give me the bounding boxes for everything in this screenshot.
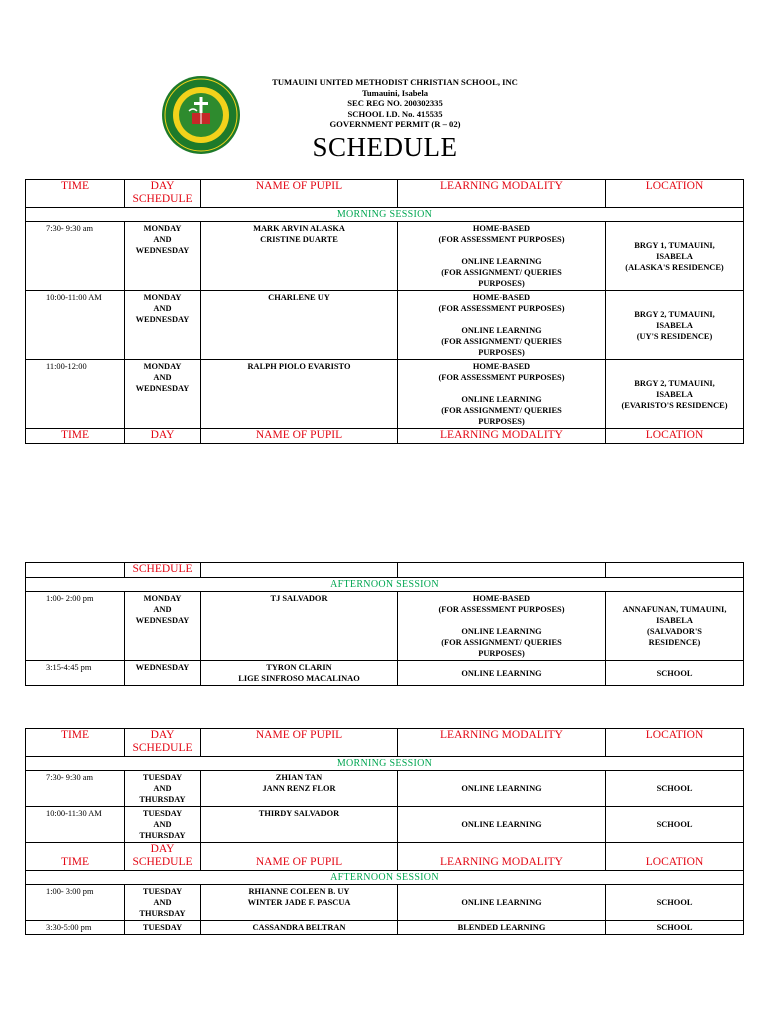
modality-line: PURPOSES) <box>478 279 525 288</box>
session-label: AFTERNOON SESSION <box>26 871 744 885</box>
modality-line: (FOR ASSESSMENT PURPOSES) <box>438 235 565 244</box>
time-cell: 1:00- 2:00 pm <box>26 592 125 661</box>
table-header-row <box>26 729 744 757</box>
day-cell <box>125 807 201 843</box>
location-cell <box>606 592 744 661</box>
time-cell: 7:30- 9:30 am <box>26 771 125 807</box>
modality-line <box>400 615 603 626</box>
location-line: SCHOOL <box>656 923 693 932</box>
col-day: DAY SCHEDULE <box>125 843 201 871</box>
blank-cell <box>201 563 398 578</box>
pupil-name-cell <box>201 807 398 843</box>
location-line: ISABELA <box>656 320 693 330</box>
location-line: BRGY 2, TUMAUINI, <box>634 309 715 319</box>
modality-line: PURPOSES) <box>478 348 525 357</box>
day-line: WEDNESDAY <box>135 315 190 324</box>
table-row <box>26 771 744 807</box>
sec-reg-number: SEC REG NO. 200302335 <box>347 98 443 108</box>
school-address: Tumauini, Isabela <box>361 87 429 98</box>
location-line: SCHOOL <box>656 820 693 829</box>
day-cell <box>125 592 201 661</box>
blank-cell <box>26 563 125 578</box>
col-time: TIME <box>26 429 125 444</box>
location-line: BRGY 2, TUMAUINI, <box>634 378 715 388</box>
modality-line: BLENDED LEARNING <box>457 923 546 932</box>
table-row <box>26 291 744 360</box>
col-day: DAY <box>125 429 201 444</box>
location-line: SCHOOL <box>656 668 693 678</box>
col-day: DAY SCHEDULE <box>125 729 201 757</box>
col-modality: LEARNING MODALITY <box>398 729 606 757</box>
pupil-name-line: ZHIAN TAN <box>275 773 323 782</box>
time-cell: 1:00- 3:00 pm <box>26 885 125 921</box>
col-schedule: SCHEDULE <box>125 563 201 578</box>
modality-line: ONLINE LEARNING <box>461 784 542 793</box>
location-cell <box>606 807 744 843</box>
modality-cell <box>398 921 606 935</box>
school-id: SCHOOL I.D. No. 415535 <box>347 108 443 119</box>
modality-line <box>400 314 603 325</box>
modality-line: HOME-BASED <box>472 293 531 302</box>
location-cell <box>606 771 744 807</box>
col-modality: LEARNING MODALITY <box>398 843 606 871</box>
day-line: THURSDAY <box>139 831 186 840</box>
time-cell: 11:00-12:00 <box>26 360 125 429</box>
page-title: SCHEDULE <box>312 132 458 162</box>
col-name: NAME OF PUPIL <box>201 843 398 871</box>
pupil-name-cell <box>201 291 398 360</box>
day-line: WEDNESDAY <box>135 246 190 255</box>
col-name: NAME OF PUPIL <box>201 729 398 757</box>
location-line: ISABELA <box>656 616 693 625</box>
modality-line <box>400 383 603 394</box>
table-row <box>26 921 744 935</box>
day-line: TUESDAY <box>142 773 183 782</box>
day-cell <box>125 661 201 686</box>
time-cell: 3:15-4:45 pm <box>26 661 125 686</box>
col-name: NAME OF PUPIL <box>201 180 398 208</box>
day-line: MONDAY <box>143 224 182 233</box>
day-line: AND <box>153 605 172 614</box>
day-line: WEDNESDAY <box>135 616 190 625</box>
session-label: MORNING SESSION <box>26 757 744 771</box>
col-name: NAME OF PUPIL <box>201 429 398 444</box>
modality-cell <box>398 291 606 360</box>
school-name: TUMAUINI UNITED METHODIST CHRISTIAN SCHOOL, INC <box>272 77 518 87</box>
table-row <box>26 661 744 686</box>
modality-line: ONLINE LEARNING <box>461 395 542 404</box>
modality-line: ONLINE LEARNING <box>461 898 542 907</box>
location-cell <box>606 360 744 429</box>
day-line: THURSDAY <box>139 909 186 918</box>
location-line: (EVARISTO'S RESIDENCE) <box>621 400 728 410</box>
location-line: BRGY 1, TUMAUINI, <box>634 240 715 250</box>
location-line: (SALVADOR'S <box>647 627 702 636</box>
col-location: LOCATION <box>606 429 744 444</box>
document-header <box>0 72 768 172</box>
location-cell <box>606 661 744 686</box>
pupil-name-cell <box>201 921 398 935</box>
modality-line: HOME-BASED <box>472 224 531 233</box>
modality-line: PURPOSES) <box>478 417 525 426</box>
modality-line: (FOR ASSIGNMENT/ QUERIES <box>441 406 562 415</box>
col-location: LOCATION <box>606 729 744 757</box>
table-header-row <box>26 563 744 578</box>
pupil-name-line: CASSANDRA BELTRAN <box>252 923 346 932</box>
day-line: AND <box>153 235 172 244</box>
day-cell <box>125 885 201 921</box>
modality-cell <box>398 885 606 921</box>
pupil-name-line: RHIANNE COLEEN B. UY <box>248 887 350 896</box>
day-line: TUESDAY <box>142 887 183 896</box>
table-header-row <box>26 180 744 208</box>
time-cell: 3:30-5:00 pm <box>26 921 125 935</box>
session-label: MORNING SESSION <box>26 208 744 222</box>
day-line: AND <box>153 820 172 829</box>
pupil-name-cell <box>201 222 398 291</box>
col-modality: LEARNING MODALITY <box>398 429 606 444</box>
table-row <box>26 592 744 661</box>
pupil-name-line: TJ SALVADOR <box>270 594 328 603</box>
modality-line: (FOR ASSIGNMENT/ QUERIES <box>441 337 562 346</box>
day-line: WEDNESDAY <box>135 663 190 672</box>
pupil-name-line: WINTER JADE F. PASCUA <box>247 898 351 907</box>
day-cell <box>125 222 201 291</box>
col-time: TIME <box>26 729 125 757</box>
time-cell: 10:00-11:30 AM <box>26 807 125 843</box>
location-line: SCHOOL <box>656 784 693 793</box>
blank-cell <box>606 563 744 578</box>
col-time: TIME <box>26 180 125 208</box>
modality-cell <box>398 222 606 291</box>
school-info <box>250 77 540 130</box>
blank-cell <box>398 563 606 578</box>
government-permit: GOVERNMENT PERMIT (R – 02) <box>329 119 461 129</box>
location-line: SCHOOL <box>656 898 693 907</box>
col-location: LOCATION <box>606 180 744 208</box>
modality-line: ONLINE LEARNING <box>461 257 542 266</box>
schedule-table-mw-afternoon <box>25 562 744 686</box>
modality-line: (FOR ASSIGNMENT/ QUERIES <box>441 638 562 647</box>
day-cell <box>125 360 201 429</box>
modality-cell <box>398 360 606 429</box>
pupil-name-line: LIGE SINFROSO MACALINAO <box>238 674 360 683</box>
day-line: AND <box>153 784 172 793</box>
table-row <box>26 885 744 921</box>
modality-cell <box>398 661 606 686</box>
modality-line: ONLINE LEARNING <box>461 326 542 335</box>
col-modality: LEARNING MODALITY <box>398 180 606 208</box>
modality-line: HOME-BASED <box>472 362 531 371</box>
modality-line: ONLINE LEARNING <box>461 627 542 636</box>
pupil-name-line: MARK ARVIN ALASKA <box>253 224 345 233</box>
pupil-name-line: CHARLENE UY <box>268 293 330 302</box>
day-line: TUESDAY <box>142 809 183 818</box>
modality-cell <box>398 807 606 843</box>
modality-cell <box>398 592 606 661</box>
modality-line: ONLINE LEARNING <box>461 668 542 678</box>
day-cell <box>125 771 201 807</box>
pupil-name-cell <box>201 592 398 661</box>
location-cell <box>606 291 744 360</box>
schedule-table-mw-morning <box>25 179 744 444</box>
day-line: AND <box>153 373 172 382</box>
pupil-name-line: CRISTINE DUARTE <box>260 235 338 244</box>
pupil-name-cell <box>201 661 398 686</box>
session-label: AFTERNOON SESSION <box>26 578 744 592</box>
col-day: DAY SCHEDULE <box>125 180 201 208</box>
location-line: ISABELA <box>656 389 693 399</box>
day-cell <box>125 921 201 935</box>
location-line: ISABELA <box>656 251 693 261</box>
col-location: LOCATION <box>606 843 744 871</box>
col-time: TIME <box>26 843 125 871</box>
day-line: AND <box>153 304 172 313</box>
modality-line: ONLINE LEARNING <box>461 820 542 829</box>
location-line: RESIDENCE) <box>648 638 701 647</box>
modality-line: HOME-BASED <box>472 594 531 603</box>
location-line: (UY'S RESIDENCE) <box>636 331 713 341</box>
pupil-name-cell <box>201 360 398 429</box>
location-cell <box>606 921 744 935</box>
pupil-name-cell <box>201 771 398 807</box>
day-line: MONDAY <box>143 594 182 603</box>
day-line: MONDAY <box>143 362 182 371</box>
time-cell: 7:30- 9:30 am <box>26 222 125 291</box>
pupil-name-line: JANN RENZ FLOR <box>262 784 336 793</box>
day-cell <box>125 291 201 360</box>
pupil-name-line: TYRON CLARIN <box>266 663 332 672</box>
day-line: THURSDAY <box>139 795 186 804</box>
table-header-row <box>26 843 744 871</box>
day-line: TUESDAY <box>142 923 183 932</box>
school-seal-icon <box>161 75 241 155</box>
schedule-table-tth <box>25 728 744 935</box>
day-line: AND <box>153 898 172 907</box>
table-footer-row <box>26 429 744 444</box>
modality-line: (FOR ASSIGNMENT/ QUERIES <box>441 268 562 277</box>
pupil-name-line: RALPH PIOLO EVARISTO <box>247 362 351 371</box>
pupil-name-line: THIRDY SALVADOR <box>258 809 340 818</box>
modality-line: (FOR ASSESSMENT PURPOSES) <box>438 605 565 614</box>
location-line: ANNAFUNAN, TUMAUINI, <box>622 605 727 614</box>
table-row <box>26 360 744 429</box>
table-row <box>26 222 744 291</box>
modality-line: (FOR ASSESSMENT PURPOSES) <box>438 304 565 313</box>
modality-cell <box>398 771 606 807</box>
table-row <box>26 807 744 843</box>
location-cell <box>606 885 744 921</box>
time-cell: 10:00-11:00 AM <box>26 291 125 360</box>
location-line: (ALASKA'S RESIDENCE) <box>625 262 724 272</box>
day-line: WEDNESDAY <box>135 384 190 393</box>
modality-line: PURPOSES) <box>478 649 525 658</box>
modality-line <box>400 245 603 256</box>
day-line: MONDAY <box>143 293 182 302</box>
modality-line: (FOR ASSESSMENT PURPOSES) <box>438 373 565 382</box>
location-cell <box>606 222 744 291</box>
pupil-name-cell <box>201 885 398 921</box>
